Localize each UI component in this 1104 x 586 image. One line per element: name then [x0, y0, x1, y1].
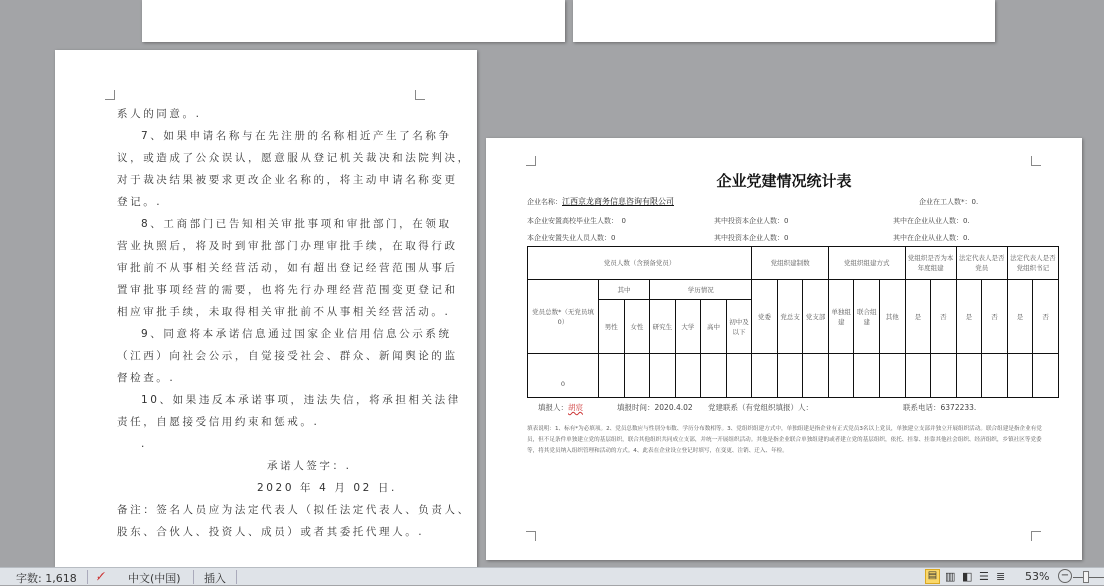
document-body[interactable] [117, 103, 471, 543]
info-text: 其中在企业从业人数：0. [893, 234, 970, 242]
text-line: （江西）向社会公示，自觉接受社会、群众、新闻舆论的监 [117, 350, 458, 362]
data-cell[interactable] [982, 354, 1008, 398]
word-count[interactable]: 字数: 1,618 [16, 572, 77, 585]
contact-person: 党建联系（有党组织填报）人： [708, 403, 813, 412]
insert-mode[interactable]: 插入 [204, 572, 226, 585]
filler-row [538, 402, 583, 413]
data-cell[interactable] [828, 354, 854, 398]
header-cell: 是 [905, 280, 931, 354]
web-layout-icon[interactable]: ◧ [962, 570, 973, 583]
data-cell[interactable] [752, 354, 778, 398]
date-line: 2020 年 4 月 02 日. [257, 482, 397, 494]
data-cell[interactable] [726, 354, 752, 398]
info-text: 其中投资本企业人数：0 [714, 217, 789, 225]
header-cell: 联合组建 [854, 280, 880, 354]
header-cell: 大学 [675, 300, 701, 354]
data-cell[interactable] [1007, 354, 1033, 398]
data-cell[interactable] [1033, 354, 1059, 398]
fill-notes: 填表说明：1、标有*为必填项。2、党员总数应与性别分布数、学历分布数相等。3、党组织组建方式中，单独组建是指企业有正式党员3名以上党员，单独建立支部并独立开展组织活动。联合组建是指企业有党员，但不足条件单独建立党的基层组织，联合其他组织共同成立支部，并统一开展组织活动。其他是指企业联合单独组建的或者建立党的基层组织，依托、挂靠、挂靠其他社会组织、经济组织，乡镇社区等党委等，将其党员纳入组织管理和活动的方式。4、此表在企业设立登记时填写，在变更、注销、迁入、年检。 [527, 426, 1042, 454]
header-cell: 高中 [701, 300, 727, 354]
data-cell[interactable] [777, 354, 803, 398]
party-stats-table[interactable] [527, 246, 1059, 398]
header-cell: 否 [931, 280, 957, 354]
outline-icon[interactable]: ☰ [979, 570, 989, 583]
info-text: 本企业安置失业人员人数：0 [527, 234, 616, 242]
text-line: 7、如果申请名称与在先注册的名称相近产生了名称争 [141, 130, 452, 142]
header-cell: 单独组建 [828, 280, 854, 354]
header-cell: 党组织建制数 [752, 247, 829, 280]
header-cell: 研究生 [650, 300, 676, 354]
data-cell[interactable] [624, 354, 650, 398]
info-text: 其中投资本企业人数：0 [714, 234, 789, 242]
header-cell: 其中 [599, 280, 650, 300]
print-layout-icon[interactable]: ▤ [925, 569, 940, 584]
text-line: 置审批事项经营的需要，也将先行办理经营范围变更登记和 [117, 284, 458, 296]
zoom-level[interactable]: 53% [1025, 570, 1050, 583]
data-cell[interactable] [956, 354, 982, 398]
data-cell[interactable] [701, 354, 727, 398]
data-cell[interactable] [599, 354, 625, 398]
zoom-out-button[interactable]: − [1058, 569, 1072, 583]
crop-mark [526, 156, 536, 166]
header-cell: 法定代表人是否党员 [956, 247, 1007, 280]
text-line: 8、工商部门已告知相关审批事项和审批部门，在领取 [141, 218, 452, 230]
text-line: 营业执照后，将及时到审批部门办理审批手续，在取得行政 [117, 240, 458, 252]
employee-count: 企业在工人数*：0. [919, 198, 979, 206]
full-screen-reading-icon[interactable]: ▥ [945, 570, 956, 583]
header-cell: 女性 [624, 300, 650, 354]
filler-label: 填报人： [538, 403, 568, 412]
filler-name: 胡宸 [568, 403, 583, 412]
header-cell: 党委 [752, 280, 778, 354]
info-text: 其中在企业从业人数：0. [893, 217, 970, 225]
header-cell: 党员总数*（无党员填 0） [528, 280, 599, 354]
divider [236, 570, 237, 584]
header-cell: 否 [1033, 280, 1059, 354]
text-line: 相应审批手续，未取得相关审批前不从事相关经营活动。. [117, 306, 451, 318]
table-row [528, 354, 1059, 398]
header-cell: 是 [956, 280, 982, 354]
text-line: 登记。. [117, 196, 163, 208]
fill-time: 填报时间：2020.4.02 [617, 403, 693, 412]
text-line: 责任，自愿接受信用约束和惩戒。. [117, 416, 320, 428]
header-cell: 学历情况 [650, 280, 752, 300]
zoom-slider-thumb[interactable] [1083, 571, 1089, 583]
data-cell[interactable] [905, 354, 931, 398]
header-cell: 是 [1007, 280, 1033, 354]
header-cell: 党员人数（含预备党员） [528, 247, 752, 280]
proofing-icon[interactable]: ✓̸ [96, 570, 106, 583]
page-top-right [573, 0, 995, 42]
text-line: 10、如果违反本承诺事项，违法失信，将承担相关法律 [141, 394, 461, 406]
data-cell[interactable] [931, 354, 957, 398]
text-line: 对于裁决结果被要求更改企业名称的，将主动申请名称变更 [117, 174, 458, 186]
data-cell[interactable] [803, 354, 829, 398]
header-cell: 其他 [880, 280, 906, 354]
crop-mark [415, 90, 425, 100]
company-row [527, 196, 674, 207]
page-party-stats [486, 138, 1082, 560]
text-line: 议，或造成了公众误认，愿意服从登记机关裁决和法院判决， [117, 152, 471, 164]
status-bar [0, 567, 1104, 585]
crop-mark [1031, 531, 1041, 541]
contact-phone: 联系电话：6372233. [903, 403, 977, 412]
header-cell: 党组织是否为本年度组建 [905, 247, 956, 280]
page-commitment [55, 50, 477, 568]
header-cell: 否 [982, 280, 1008, 354]
company-label: 企业名称： [527, 198, 562, 206]
text-line: 系人的同意。. [117, 108, 202, 120]
header-cell: 党组织组建方式 [828, 247, 905, 280]
header-cell: 党支部 [803, 280, 829, 354]
text-line: 督检查。. [117, 372, 176, 384]
header-cell: 法定代表人是否党组织书记 [1007, 247, 1058, 280]
text-line: . [141, 438, 147, 450]
draft-icon[interactable]: ≣ [996, 570, 1006, 583]
page-top-left [142, 0, 565, 42]
text-line: 股东、合伙人、投资人、成员）或者其委托代理人。. [117, 526, 425, 538]
data-cell[interactable] [854, 354, 880, 398]
crop-mark [526, 531, 536, 541]
data-cell[interactable] [675, 354, 701, 398]
signature-line: 承诺人签字：. [267, 460, 352, 472]
language-indicator[interactable]: 中文(中国) [128, 572, 181, 585]
total-members-cell[interactable]: 0 [528, 354, 599, 398]
header-cell: 党总支 [777, 280, 803, 354]
text-line: 备注：签名人员应为法定代表人（拟任法定代表人、负责人、 [117, 504, 471, 516]
header-cell: 男性 [599, 300, 625, 354]
crop-mark [105, 90, 115, 100]
data-cell[interactable] [880, 354, 906, 398]
text-line: 审批前不从事相关经营活动，如有超出登记经营范围从事后 [117, 262, 458, 274]
info-text: 本企业安置高校毕业生人数： 0 [527, 217, 626, 225]
crop-mark [1031, 156, 1041, 166]
company-name[interactable]: 江西京龙商务信息咨询有限公司 [562, 197, 674, 206]
text-line: 9、同意将本承诺信息通过国家企业信用信息公示系统 [141, 328, 452, 340]
divider [87, 570, 88, 584]
divider [193, 570, 194, 584]
form-title: 企业党建情况统计表 [716, 172, 852, 190]
header-cell: 初中及以下 [726, 300, 752, 354]
data-cell[interactable] [650, 354, 676, 398]
